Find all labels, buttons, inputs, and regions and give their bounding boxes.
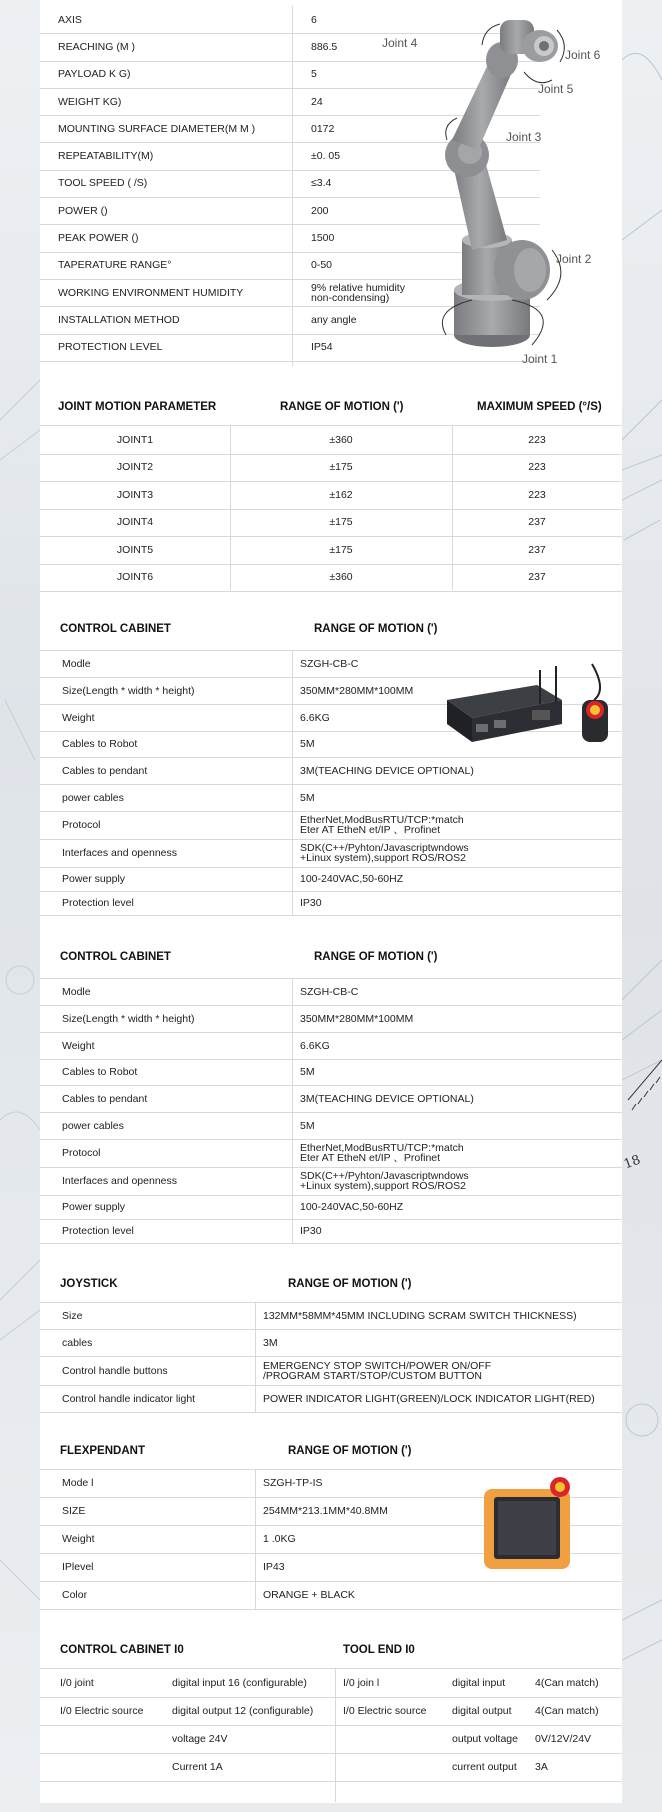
cabinet2-value: 5M — [300, 1066, 315, 1078]
background-right — [622, 0, 662, 1812]
joint-name: JOINT4 — [116, 516, 154, 529]
cabinet1-value: 5M — [300, 738, 315, 750]
cabinet2-label: Size(Length * width * height) — [62, 1012, 195, 1025]
joystick-value: EMERGENCY STOP SWITCH/POWER ON/OFF /PROGRAM START/STOP/CUSTOM BUTTON — [263, 1359, 492, 1382]
spec-label: POWER () — [58, 204, 108, 217]
joint-header-range: RANGE OF MOTION (') — [280, 401, 404, 413]
spec-label: INSTALLATION METHOD — [58, 313, 180, 326]
joint-name: JOINT5 — [116, 543, 154, 556]
cabinet1-row — [40, 891, 622, 916]
joint-name: JOINT6 — [116, 571, 154, 584]
cabinet2-header-label: CONTROL CABINET — [60, 951, 171, 963]
cabinet2-row — [40, 1085, 622, 1113]
io-cell: I/0 Electric source — [343, 1705, 427, 1717]
cabinet1-label: Protocol — [62, 819, 101, 831]
joint-name: JOINT3 — [116, 488, 154, 501]
cabinet2-label: Cables to pendant — [62, 1092, 148, 1105]
joint-label: Joint 2 — [556, 252, 592, 266]
io-cell: Current 1A — [172, 1761, 223, 1773]
joystick-row — [40, 1329, 622, 1357]
cabinet1-label: Power supply — [62, 873, 126, 885]
cabinet2-row — [40, 1139, 622, 1168]
cabinet1-label: Protection level — [62, 897, 134, 909]
cabinet2-label: Cables to Robot — [62, 1066, 138, 1078]
spec-label: PROTECTION LEVEL — [58, 341, 163, 354]
io-cell: I/0 Electric source — [60, 1705, 144, 1717]
joint-speed: 223 — [528, 488, 546, 501]
cabinet2-row — [40, 1112, 622, 1140]
cabinet2-row — [40, 1195, 622, 1220]
io-cell: 3A — [535, 1761, 548, 1773]
joystick-value: POWER INDICATOR LIGHT(GREEN)/LOCK INDICATOR LIGHT(RED) — [263, 1392, 595, 1405]
cabinet2-value: SZGH-CB-C — [300, 985, 359, 998]
cabinet2-row — [40, 1167, 622, 1196]
spec-value: any angle — [311, 313, 357, 326]
flexpendant-image — [480, 1475, 580, 1575]
io-table — [40, 1622, 622, 1802]
cabinet1-value: SDK(C++/Pyhton/Javascriptwndows +Linux system),support ROS/ROS2 — [300, 842, 469, 864]
cabinet1-row — [40, 839, 622, 868]
joint-row — [40, 481, 622, 510]
cabinet1-value: IP30 — [300, 897, 322, 909]
spec-label: TAPERATURE RANGE° — [58, 259, 172, 272]
io-row — [40, 1753, 622, 1782]
cabinet1-value: SZGH-CB-C — [300, 657, 359, 670]
joystick-header-value: RANGE OF MOTION (') — [288, 1278, 412, 1290]
cabinet1-label: Weight — [62, 711, 95, 724]
joint-header-param: JOINT MOTION PARAMETER — [58, 401, 217, 413]
joystick-table — [40, 1270, 622, 1420]
flexpendant-value: SZGH-TP-IS — [263, 1477, 323, 1489]
cabinet1-value: 3M(TEACHING DEVICE OPTIONAL) — [300, 764, 474, 777]
cabinet1-value: 350MM*280MM*100MM — [300, 684, 414, 697]
spec-value: 0172 — [311, 122, 335, 135]
cabinet1-label: Modle — [62, 657, 91, 670]
io-row — [40, 1725, 622, 1754]
spec-label: PEAK POWER () — [58, 232, 139, 245]
flexpendant-header-label: FLEXPENDANT — [60, 1445, 145, 1457]
io-cell: voltage 24V — [172, 1733, 228, 1745]
joint-row — [40, 454, 622, 483]
cabinet1-label: Cables to pendant — [62, 764, 148, 777]
spec-value: 200 — [311, 204, 329, 217]
io-cell: I/0 join l — [343, 1677, 380, 1689]
flexpendant-header-value: RANGE OF MOTION (') — [288, 1445, 412, 1457]
joystick-header-label: JOYSTICK — [60, 1278, 118, 1290]
joint-label: Joint 6 — [565, 48, 601, 62]
joint-label: Joint 5 — [538, 82, 574, 96]
control-cabinet-image — [442, 660, 622, 750]
cabinet2-label: power cables — [62, 1119, 124, 1132]
joystick-row — [40, 1356, 622, 1386]
cabinet2-value: EtherNet,ModBusRTU/TCP:*match Eter AT EtheN et/IP 、Profinet — [300, 1142, 464, 1164]
spec-label: AXIS — [58, 13, 82, 26]
cabinet2-label: Weight — [62, 1039, 95, 1052]
io-row — [40, 1697, 622, 1726]
cabinet2-header-value: RANGE OF MOTION (') — [314, 951, 438, 963]
flexpendant-value: 1 .0KG — [263, 1533, 296, 1545]
cabinet2-row — [40, 1032, 622, 1060]
cabinet2-row — [40, 1005, 622, 1033]
spec-value: 886.5 — [311, 40, 338, 53]
flexpendant-label: Color — [62, 1589, 88, 1601]
cabinet1-row — [40, 811, 622, 840]
joint-range: ±175 — [329, 461, 353, 474]
cabinet1-row — [40, 867, 622, 892]
flexpendant-label: Mode l — [62, 1477, 94, 1489]
spec-value: 9% relative humidity non-condensing) — [311, 281, 405, 304]
joint-name: JOINT2 — [116, 461, 154, 474]
spec-value: 1500 — [311, 232, 335, 245]
cabinet1-label: Size(Length * width * height) — [62, 684, 195, 697]
flexpendant-label: SIZE — [62, 1505, 86, 1517]
spec-label: WORKING ENVIRONMENT HUMIDITY — [58, 286, 244, 299]
cabinet2-label: Protection level — [62, 1225, 134, 1237]
cabinet2-value: 100-240VAC,50-60HZ — [300, 1201, 404, 1213]
spec-sheet — [40, 0, 622, 1803]
flexpendant-value: 254MM*213.1MM*40.8MM — [263, 1505, 388, 1517]
cabinet1-label: power cables — [62, 791, 124, 804]
io-cell: 4(Can match) — [535, 1677, 599, 1689]
io-cell: digital input 16 (configurable) — [172, 1677, 307, 1689]
side-mark: 18 — [621, 1152, 643, 1173]
cabinet2-row — [40, 1219, 622, 1244]
cabinet2-label: Interfaces and openness — [62, 1175, 177, 1187]
joint-range: ±175 — [329, 543, 353, 556]
cabinet2-value: 3M(TEACHING DEVICE OPTIONAL) — [300, 1092, 474, 1105]
joystick-label: Control handle indicator light — [62, 1392, 196, 1405]
joint-label: Joint 4 — [382, 36, 418, 50]
joystick-label: Size — [62, 1309, 83, 1322]
joint-name: JOINT1 — [116, 433, 154, 446]
joint-speed: 237 — [528, 571, 546, 584]
flexpendant-label: IPlevel — [62, 1561, 94, 1573]
io-cell: 4(Can match) — [535, 1705, 599, 1717]
cabinet1-header-value: RANGE OF MOTION (') — [314, 623, 438, 635]
flexpendant-row — [40, 1581, 622, 1610]
io-cell: output voltage — [452, 1733, 518, 1745]
spec-label: WEIGHT KG) — [58, 95, 122, 108]
spec-value: 6 — [311, 13, 317, 26]
joint-row — [40, 564, 622, 593]
io-row — [40, 1669, 622, 1698]
cabinet2-value: IP30 — [300, 1225, 322, 1237]
spec-value: ±0. 05 — [311, 150, 341, 163]
joint-label: Joint 3 — [506, 130, 542, 144]
cabinet2-label: Modle — [62, 985, 91, 998]
spec-label: TOOL SPEED ( /S) — [58, 177, 148, 190]
cabinet2-label: Protocol — [62, 1147, 101, 1159]
flexpendant-value: ORANGE + BLACK — [263, 1589, 355, 1601]
spec-label: MOUNTING SURFACE DIAMETER(M M ) — [58, 122, 256, 135]
joint-range: ±175 — [329, 516, 353, 529]
spec-value: IP54 — [311, 341, 333, 354]
joint-label: Joint 1 — [522, 352, 558, 366]
cabinet1-row — [40, 757, 622, 785]
control-cabinet-table-2 — [40, 943, 622, 1248]
background-left — [0, 0, 40, 1812]
io-cell: digital input — [452, 1677, 506, 1689]
joystick-row — [40, 1302, 622, 1330]
joint-header-speed: MAXIMUM SPEED (°/S) — [477, 401, 602, 413]
joint-speed: 237 — [528, 543, 546, 556]
cabinet1-value: EtherNet,ModBusRTU/TCP:*match Eter AT EtheN et/IP 、Profinet — [300, 814, 464, 836]
joystick-label: Control handle buttons — [62, 1364, 168, 1377]
joystick-label: cables — [62, 1336, 93, 1349]
cabinet2-value: 6.6KG — [300, 1039, 330, 1052]
joint-range: ±360 — [329, 571, 353, 584]
io-cell: digital output 12 (configurable) — [172, 1705, 314, 1717]
cabinet2-label: Power supply — [62, 1201, 126, 1213]
flexpendant-label: Weight — [62, 1533, 95, 1545]
joint-range: ±360 — [329, 433, 353, 446]
joint-row — [40, 509, 622, 538]
cabinet1-label: Interfaces and openness — [62, 847, 177, 859]
joint-speed: 223 — [528, 433, 546, 446]
joint-speed: 223 — [528, 461, 546, 474]
joystick-row — [40, 1385, 622, 1413]
joint-speed: 237 — [528, 516, 546, 529]
io-cell: digital output — [452, 1705, 512, 1717]
flexpendant-value: IP43 — [263, 1561, 285, 1573]
cabinet2-value: 5M — [300, 1119, 315, 1132]
cabinet1-value: 100-240VAC,50-60HZ — [300, 873, 404, 885]
io-cell: current output — [452, 1761, 517, 1773]
io-cell: I/0 joint — [60, 1677, 94, 1689]
joint-range: ±162 — [329, 488, 353, 501]
spec-label: REPEATABILITY(M) — [58, 150, 154, 163]
io-cell: 0V/12V/24V — [535, 1733, 592, 1745]
cabinet1-value: 5M — [300, 791, 315, 804]
cabinet1-row — [40, 784, 622, 812]
io-cabinet-header: CONTROL CABINET I0 — [60, 1644, 184, 1656]
spec-label: REACHING (M ) — [58, 40, 135, 53]
spec-value: 0-50 — [311, 259, 333, 272]
spec-value: 24 — [311, 95, 323, 108]
cabinet1-value: 6.6KG — [300, 711, 330, 724]
spec-value: 5 — [311, 68, 317, 81]
spec-value: ≤3.4 — [311, 177, 332, 190]
joint-row — [40, 426, 622, 455]
joystick-value: 3M — [263, 1336, 278, 1349]
cabinet2-row — [40, 978, 622, 1006]
cabinet1-label: Cables to Robot — [62, 738, 138, 750]
joint-row — [40, 536, 622, 565]
cabinet2-row — [40, 1059, 622, 1086]
cabinet2-value: 350MM*280MM*100MM — [300, 1012, 414, 1025]
robot-arm-image — [382, 0, 622, 370]
spec-label: PAYLOAD K G) — [58, 68, 131, 81]
io-tool-header: TOOL END I0 — [343, 1644, 415, 1656]
joystick-value: 132MM*58MM*45MM INCLUDING SCRAM SWITCH THICKNESS) — [263, 1309, 577, 1322]
cabinet1-header-label: CONTROL CABINET — [60, 623, 171, 635]
cabinet2-value: SDK(C++/Pyhton/Javascriptwndows +Linux system),support ROS/ROS2 — [300, 1170, 469, 1192]
joint-motion-table — [40, 390, 622, 590]
